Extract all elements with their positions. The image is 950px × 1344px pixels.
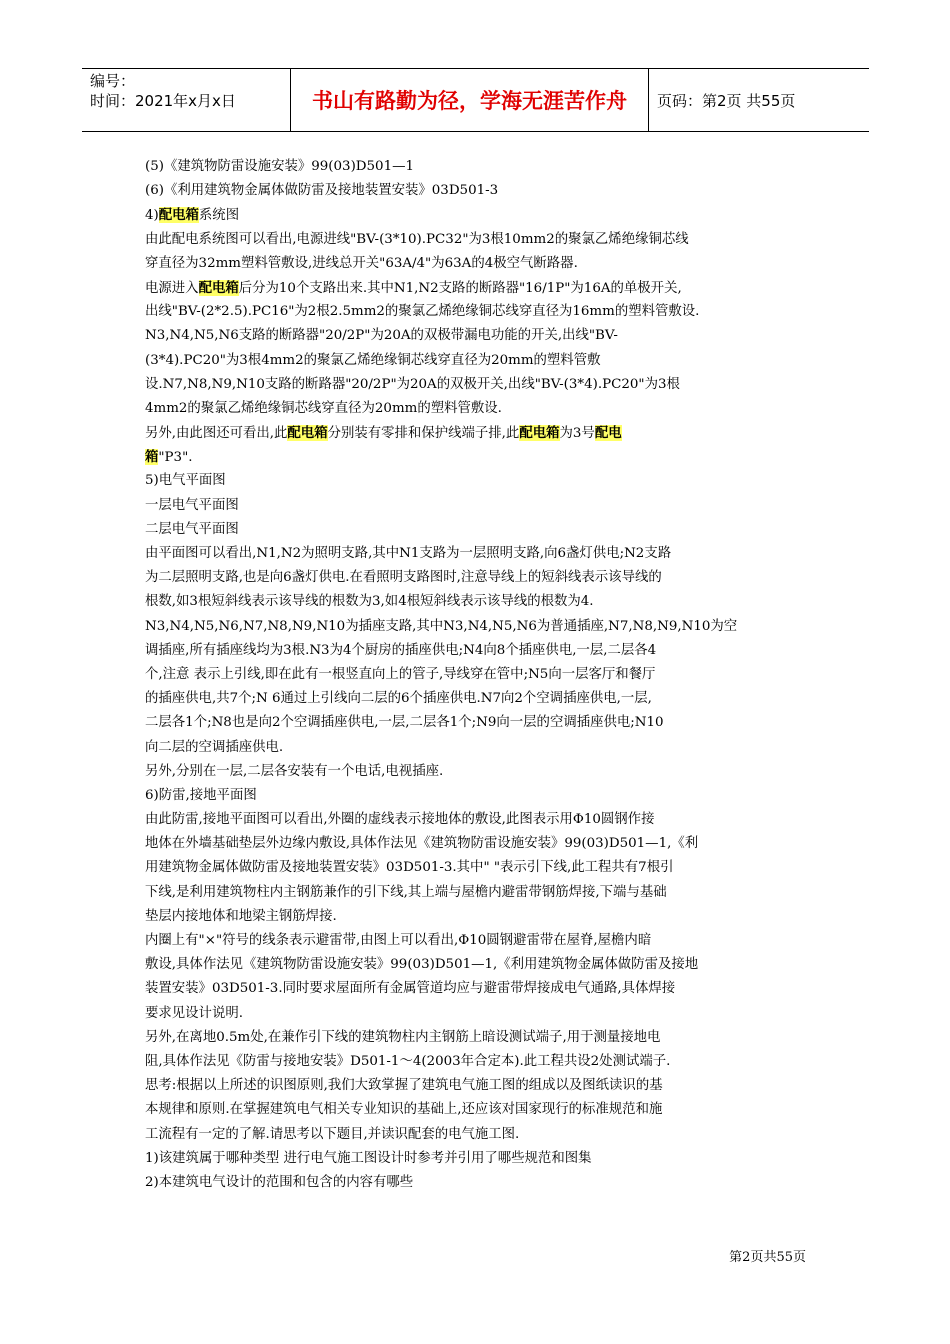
text-segment: 二层电气平面图 — [145, 521, 239, 537]
body-text — [145, 155, 810, 1195]
text-segment: 装置安装》03D501-3.同时要求屋面所有金属管道均应与避雷带焊接成电气通路,具体焊接 — [145, 981, 676, 997]
text-segment: 地体在外墙基础垫层外边缘内敷设,具体作法见《建筑物防雷设施安装》99(03)D501—1,《利 — [145, 836, 699, 852]
text-line — [145, 1147, 810, 1171]
text-segment: 2)本建筑电气设计的范围和包含的内容有哪些 — [145, 1174, 414, 1190]
text-segment: 用建筑物金属体做防雷及接地装置安装》03D501-3.其中" "表示引下线,此工程共有7根引 — [145, 860, 674, 876]
text-line — [145, 736, 810, 760]
text-segment: (5)《建筑物防雷设施安装》99(03)D501—1 — [145, 159, 414, 174]
text-segment: 4mm2的聚氯乙烯绝缘铜芯线穿直径为20mm的塑料管敷设. — [145, 400, 502, 416]
text-segment: 系统图 — [198, 208, 240, 224]
text-line — [145, 808, 810, 832]
header-meta — [82, 69, 291, 131]
highlighted-keyword: 配电箱 — [198, 279, 239, 296]
text-segment: 个,注意 表示上引线,即在此有一根竖直向上的管子,导线穿在管中;N5向一层客厅和餐厅 — [145, 666, 656, 682]
text-line — [145, 494, 810, 518]
text-line — [145, 397, 810, 421]
text-segment: (6)《利用建筑物金属体做防雷及接地装置安装》03D501-3 — [145, 183, 499, 199]
text-line — [145, 1098, 810, 1122]
text-segment: 由此防雷,接地平面图可以看出,外圈的虚线表示接地体的敷设,此图表示用Φ10圆钢作接 — [145, 812, 655, 828]
text-line — [145, 1002, 810, 1026]
text-line — [145, 566, 810, 590]
highlighted-keyword: 配电箱 — [287, 425, 328, 442]
text-line — [145, 639, 810, 663]
text-segment: 设.N7,N8,N9,N10支路的断路器"20/2P"为20A的双极开关,出线"BV-(3*4).PC20"为3根 — [145, 376, 680, 392]
text-line — [145, 155, 810, 179]
text-segment: N3,N4,N5,N6支路的断路器"20/2P"为20A的双极带漏电功能的开关,出线"BV- — [145, 328, 618, 344]
text-segment: 后分为10个支路出来.其中N1,N2支路的断路器"16/1P"为16A的单极开关, — [238, 280, 682, 296]
text-line — [145, 276, 810, 300]
text-line — [145, 445, 810, 469]
page-header — [82, 68, 869, 132]
highlighted-keyword: 配电箱 — [158, 207, 199, 224]
text-segment: 另外,由此图还可看出,此 — [145, 426, 288, 442]
text-line — [145, 856, 810, 880]
text-line — [145, 324, 810, 348]
text-segment: N3,N4,N5,N6,N7,N8,N9,N10为插座支路,其中N3,N4,N5,N6为普通插座,N7,N8,N9,N10为空 — [145, 618, 738, 634]
text-segment: 另外,分别在一层,二层各安装有一个电话,电视插座. — [145, 763, 444, 779]
text-segment: 为二层照明支路,也是向6盏灯供电.在看照明支路图时,注意导线上的短斜线表示该导线的 — [145, 570, 662, 586]
text-line — [145, 542, 810, 566]
text-line — [145, 1123, 810, 1147]
highlighted-keyword: 箱 — [145, 449, 159, 466]
text-line — [145, 784, 810, 808]
text-line — [145, 1026, 810, 1050]
text-line — [145, 469, 810, 493]
text-line — [145, 1050, 810, 1074]
text-line — [145, 203, 810, 227]
text-line — [145, 929, 810, 953]
highlighted-keyword: 配电 — [594, 425, 622, 442]
text-line — [145, 252, 810, 276]
text-line — [145, 687, 810, 711]
text-segment: 二层各1个;N8也是向2个空调插座供电,一层,二层各1个;N9向一层的空调插座供电;N10 — [145, 715, 664, 731]
text-segment: 敷设,具体作法见《建筑物防雷设施安装》99(03)D501—1,《利用建筑物金属体做防雷及接地 — [145, 957, 699, 973]
code-label: 编号： — [90, 72, 136, 90]
text-line — [145, 349, 810, 373]
text-segment: 由此配电系统图可以看出,电源进线"BV-(3*10).PC32"为3根10mm2的聚氯乙烯绝缘铜芯线 — [145, 231, 689, 247]
text-segment: 向二层的空调插座供电. — [145, 739, 284, 755]
text-segment: 分别装有零排和保护线端子排,此 — [327, 426, 520, 442]
text-line — [145, 832, 810, 856]
text-segment: 出线"BV-(2*2.5).PC16"为2根2.5mm2的聚氯乙烯绝缘铜芯线穿直径为16mm的塑料管敷设. — [145, 304, 700, 320]
text-segment: 6)防雷,接地平面图 — [145, 787, 257, 803]
text-segment: 根数,如3根短斜线表示该导线的根数为3,如4根短斜线表示该导线的根数为4. — [145, 594, 594, 610]
text-segment: 下线,是利用建筑物柱内主钢筋兼作的引下线,其上端与屋檐内避雷带钢筋焊接,下端与基础 — [145, 884, 667, 900]
text-line — [145, 179, 810, 203]
text-line — [145, 228, 810, 252]
text-segment: 穿直径为32mm塑料管敷设,进线总开关"63A/4"为63A的4极空气断路器. — [145, 255, 578, 271]
text-segment: 另外,在离地0.5m处,在兼作引下线的建筑物柱内主钢筋上暗设测试端子,用于测量接地电 — [145, 1029, 661, 1045]
time-label: 时间：2021年x月x日 — [90, 92, 236, 110]
text-line — [145, 373, 810, 397]
header-page-label: 页码：第2页 共55页 — [657, 91, 796, 110]
text-line — [145, 421, 810, 445]
text-segment: 调插座,所有插座线均为3根.N3为4个厨房的插座供电;N4向8个插座供电,一层,二层各4 — [145, 642, 657, 658]
text-segment: 5)电气平面图 — [145, 473, 226, 489]
page-footer: 第2页共55页 — [729, 1250, 806, 1265]
text-line — [145, 711, 810, 735]
text-segment: 工流程有一定的了解.请思考以下题目,并读识配套的电气施工图. — [145, 1126, 520, 1142]
text-line — [145, 760, 810, 784]
text-line — [145, 977, 810, 1001]
text-segment: 本规律和原则.在掌握建筑电气相关专业知识的基础上,还应该对国家现行的标准规范和施 — [145, 1102, 663, 1118]
text-line — [145, 1074, 810, 1098]
text-line — [145, 518, 810, 542]
highlighted-keyword: 配电箱 — [519, 425, 560, 442]
text-line — [145, 905, 810, 929]
text-line — [145, 615, 810, 639]
text-segment: 电源进入 — [145, 280, 199, 296]
text-segment: 阻,具体作法见《防雷与接地安装》D501-1～4(2003年合定本).此工程共设2处测试端子. — [145, 1053, 671, 1069]
text-segment: 思考:根据以上所述的识图原则,我们大致掌握了建筑电气施工图的组成以及图纸读识的基 — [145, 1078, 663, 1094]
text-line — [145, 590, 810, 614]
text-segment: 4) — [145, 208, 159, 224]
text-segment: 1)该建筑属于哪种类型 进行电气施工图设计时参考并引用了哪些规范和图集 — [145, 1150, 592, 1166]
text-segment: 垫层内接地体和地梁主钢筋焊接. — [145, 908, 337, 924]
text-line — [145, 300, 810, 324]
text-line — [145, 953, 810, 977]
text-segment: (3*4).PC20"为3根4mm2的聚氯乙烯绝缘铜芯线穿直径为20mm的塑料管敷 — [145, 352, 601, 368]
text-segment: 的插座供电,共7个;N 6通过上引线向二层的6个插座供电.N7向2个空调插座供电,一层, — [145, 691, 652, 707]
text-segment: 为3号 — [559, 426, 595, 442]
text-segment: 一层电气平面图 — [145, 497, 239, 513]
text-line — [145, 881, 810, 905]
text-line — [145, 663, 810, 687]
header-motto: 书山有路勤为径，学海无涯苦作舟 — [291, 69, 649, 131]
text-segment: 要求见设计说明. — [145, 1005, 243, 1021]
text-segment: "P3". — [158, 450, 193, 466]
text-segment: 由平面图可以看出,N1,N2为照明支路,其中N1支路为一层照明支路,向6盏灯供电;N2支路 — [145, 546, 672, 561]
text-segment: 内圈上有"×"符号的线条表示避雷带,由图上可以看出,Φ10圆钢避雷带在屋脊,屋檐内暗 — [145, 933, 652, 948]
text-line — [145, 1171, 810, 1195]
